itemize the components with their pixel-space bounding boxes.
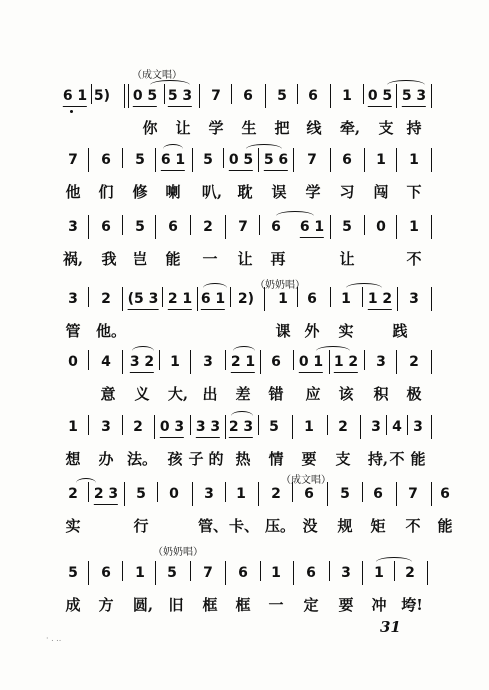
lyric-char: 们	[98, 183, 114, 201]
barline	[297, 84, 298, 104]
lyric-char: 圆,	[132, 596, 154, 614]
note: 5	[340, 486, 350, 502]
lyric-char: 支	[335, 450, 351, 468]
lyric-char: 我	[101, 250, 117, 268]
lyric-char: 让	[339, 250, 355, 268]
barline	[330, 287, 331, 307]
note: 0 1	[299, 352, 323, 373]
barline	[190, 215, 191, 235]
lyric-char: 该	[338, 385, 354, 403]
lyric-char: 孩	[167, 450, 183, 468]
note: 6	[101, 219, 111, 235]
lyric-char: 框	[235, 596, 251, 614]
note: 2	[338, 419, 348, 435]
lyric-char: 学	[208, 119, 224, 137]
singer-label: （成文唱）	[132, 70, 182, 81]
barline	[155, 215, 156, 239]
note: 6	[342, 152, 352, 168]
barline	[122, 350, 123, 374]
lyric-char: 管、	[197, 517, 229, 535]
barline	[122, 415, 123, 435]
note: 1	[341, 291, 351, 307]
note: 1	[376, 152, 386, 168]
lyric-char: 没	[302, 517, 318, 535]
note: 3	[68, 219, 78, 235]
barline	[396, 482, 397, 506]
barline	[327, 415, 328, 435]
barline	[394, 561, 395, 581]
note: 2	[405, 565, 415, 581]
note: 6	[238, 565, 248, 581]
barline	[122, 148, 123, 168]
barline	[223, 148, 224, 168]
note: 1	[374, 565, 384, 581]
barline	[122, 561, 123, 581]
barline	[122, 287, 123, 311]
barline	[197, 287, 198, 311]
barline	[164, 84, 165, 104]
barline	[386, 415, 387, 435]
lyric-char: 差	[235, 385, 251, 403]
barline	[431, 350, 432, 374]
note: 1	[409, 219, 419, 235]
barline	[265, 84, 266, 108]
note: 1	[170, 354, 180, 370]
note: 1	[409, 152, 419, 168]
tie	[203, 283, 227, 293]
note: 6	[440, 486, 450, 502]
barline	[362, 482, 363, 502]
barline	[293, 148, 294, 172]
lyric-char: 让	[175, 119, 191, 137]
barline	[190, 561, 191, 581]
barline	[292, 415, 293, 439]
barline	[225, 561, 226, 585]
note: 0	[169, 486, 179, 502]
lyric-char: 外	[304, 322, 320, 340]
barline	[360, 415, 361, 439]
barline	[88, 350, 89, 370]
lyric-char: 要	[301, 450, 317, 468]
lyric-char: 岂	[132, 250, 148, 268]
lyric-char: 一	[268, 596, 284, 614]
note: 6	[101, 152, 111, 168]
barline	[159, 350, 160, 370]
singer-label: （成文唱）	[281, 475, 331, 486]
note: 2	[409, 354, 419, 370]
lyric-char: 行	[133, 517, 149, 535]
lyric-char: 方	[98, 596, 114, 614]
note: 3	[341, 565, 351, 581]
note: 6	[373, 486, 383, 502]
barline	[327, 482, 328, 506]
lyric-char: 他	[65, 183, 81, 201]
note: 5	[277, 88, 287, 104]
barline	[124, 84, 125, 108]
lyric-char: 垮!	[401, 596, 423, 614]
lyric-char: 下	[406, 183, 422, 201]
lyric-char: 修	[132, 183, 148, 201]
note: 5	[136, 486, 146, 502]
barline	[225, 350, 226, 370]
barline	[192, 148, 193, 172]
note: 5	[68, 565, 78, 581]
note: 6	[168, 219, 178, 235]
barline	[124, 482, 125, 506]
lyric-char: 冲	[371, 596, 387, 614]
barline	[260, 561, 261, 581]
barline	[154, 415, 155, 439]
barline	[292, 482, 293, 502]
lyric-char: 错	[268, 385, 284, 403]
barline	[225, 415, 226, 439]
note: 2	[203, 219, 213, 235]
note: 7	[68, 152, 78, 168]
note: 2)	[237, 291, 255, 307]
note: 3	[203, 354, 213, 370]
note: 5 3	[402, 86, 426, 107]
note: 1	[135, 565, 145, 581]
barline	[225, 482, 226, 502]
lyric-char: 你	[142, 119, 158, 137]
lyric-char: 的	[208, 450, 224, 468]
lyric-char: 管	[65, 322, 81, 340]
lyric-char: 不	[405, 517, 421, 535]
note: 0 3	[160, 417, 184, 438]
note: 2 1	[231, 352, 255, 373]
note: 6	[101, 565, 111, 581]
lyric-char: 子	[188, 450, 204, 468]
lyric-char: 积	[373, 385, 389, 403]
lyric-char: 误	[271, 183, 287, 201]
lyric-char: 要	[338, 596, 354, 614]
note: 5	[135, 219, 145, 235]
note: 6	[306, 565, 316, 581]
lyric-char: 再	[270, 250, 286, 268]
lyric-char: 持	[406, 119, 422, 137]
barline	[362, 561, 363, 585]
note: 5 3	[168, 86, 192, 107]
page-number: 31	[380, 618, 401, 636]
barline	[431, 148, 432, 172]
barline	[258, 415, 259, 435]
note: 2	[271, 486, 281, 502]
barline	[122, 215, 123, 235]
lyric-char: 压。	[264, 517, 296, 535]
barline	[407, 415, 408, 435]
tie	[163, 144, 183, 154]
note: 2	[68, 486, 78, 502]
barline	[330, 215, 331, 239]
barline	[329, 350, 330, 374]
note: 0 5	[229, 150, 253, 171]
barline	[260, 350, 261, 374]
note: 6 1	[201, 289, 225, 310]
lyric-char: 情	[268, 450, 284, 468]
barline	[364, 148, 365, 172]
lyric-char: 义	[134, 385, 150, 403]
lyric-char: 框	[202, 596, 218, 614]
barline	[155, 148, 156, 172]
singer-label: （奶奶唱）	[255, 280, 305, 291]
barline	[192, 482, 193, 506]
barline	[190, 350, 191, 374]
note: 5	[203, 152, 213, 168]
note: 6	[243, 88, 253, 104]
barline	[431, 287, 432, 311]
note: 1	[278, 291, 288, 307]
barline	[330, 148, 331, 172]
note: 4	[392, 419, 402, 435]
lyric-char: 实	[338, 322, 354, 340]
note: 5	[269, 419, 279, 435]
note: 3 2	[130, 352, 154, 373]
barline	[225, 215, 226, 239]
lyric-char: 线	[306, 119, 322, 137]
note: 0	[68, 354, 78, 370]
note: 6	[304, 486, 314, 502]
barline	[88, 482, 89, 502]
lyric-char: 能	[410, 450, 426, 468]
barline	[396, 84, 397, 108]
barline	[91, 84, 92, 104]
lyric-char: 办	[98, 450, 114, 468]
lyric-char: 牵,	[339, 119, 361, 137]
lyric-char: 耽	[237, 183, 253, 201]
note: 3	[413, 419, 423, 435]
note: 0 5	[368, 86, 392, 107]
note: 1	[271, 565, 281, 581]
note: 1	[236, 486, 246, 502]
note: 4	[101, 354, 111, 370]
lyric-char: 能	[437, 517, 453, 535]
note: 7	[307, 152, 317, 168]
singer-label: （奶奶唱）	[153, 547, 203, 558]
lyric-char: 能	[165, 250, 181, 268]
barline	[231, 84, 232, 104]
note: 6	[307, 291, 317, 307]
note: 5	[342, 219, 352, 235]
barline	[363, 84, 364, 104]
note: 1	[342, 88, 352, 104]
barline	[362, 287, 363, 307]
lyric-char: 持,	[367, 450, 389, 468]
barline	[396, 215, 397, 239]
lyric-char: 喇	[165, 183, 181, 201]
note: 5	[167, 565, 177, 581]
note: 1 2	[334, 352, 358, 373]
lyric-char: 卡、	[228, 517, 260, 535]
lyric-char: 规	[337, 517, 353, 535]
note: 1	[304, 419, 314, 435]
lyric-char: 践	[392, 322, 408, 340]
lyric-char: 习	[339, 183, 355, 201]
barline	[293, 350, 294, 370]
note: 1	[68, 419, 78, 435]
note: 6 1	[63, 86, 87, 107]
barline	[293, 561, 294, 585]
note: 5	[135, 152, 145, 168]
barline	[88, 215, 89, 239]
tie	[233, 346, 255, 356]
note: 5)	[93, 88, 111, 104]
note: 6 1	[300, 217, 324, 238]
tie	[231, 411, 253, 421]
note: 2 3	[94, 484, 118, 505]
barline	[88, 287, 89, 307]
note: 6 1	[161, 150, 185, 171]
note: 0 5	[133, 86, 157, 107]
note: 3	[68, 291, 78, 307]
note: 7	[408, 486, 418, 502]
barline	[128, 84, 129, 108]
barline	[88, 415, 89, 435]
barline	[88, 148, 89, 172]
lyric-char: 想	[65, 450, 81, 468]
note: (5 3	[128, 289, 159, 310]
barline	[88, 561, 89, 585]
barline	[431, 84, 432, 108]
barline	[264, 287, 265, 311]
lyric-char: 大,	[167, 385, 189, 403]
barline	[396, 350, 397, 374]
note: 3	[371, 419, 381, 435]
lyric-char: 出	[202, 385, 218, 403]
lyric-char: 闯	[373, 183, 389, 201]
barline	[427, 561, 428, 585]
barline	[431, 415, 432, 439]
barline	[155, 561, 156, 585]
note: 6	[308, 88, 318, 104]
barline	[259, 215, 260, 235]
note: 3	[409, 291, 419, 307]
lyric-char: 极	[406, 385, 422, 403]
lyric-char: 不	[389, 450, 405, 468]
octave-dot	[70, 110, 73, 113]
note: 6	[271, 219, 281, 235]
barline	[162, 287, 163, 307]
note: 3 3	[196, 417, 220, 438]
barline	[258, 482, 259, 506]
lyric-char: 一	[202, 250, 218, 268]
lyric-char: 不	[406, 250, 422, 268]
lyric-char: 旧	[168, 596, 184, 614]
lyric-char: 生	[241, 119, 257, 137]
barline	[157, 482, 158, 502]
lyric-char: 意	[100, 385, 116, 403]
note: 2 3	[229, 417, 253, 438]
lyric-char: 把	[274, 119, 290, 137]
lyric-char: 他。	[95, 322, 127, 340]
lyric-char: 叭,	[201, 183, 223, 201]
note: 3	[204, 486, 214, 502]
barline	[364, 350, 365, 370]
lyric-char: 祸,	[62, 250, 84, 268]
lyric-char: 法。	[126, 450, 158, 468]
barline	[258, 148, 259, 172]
note: 3	[101, 419, 111, 435]
note: 6	[271, 354, 281, 370]
barline	[330, 84, 331, 108]
lyric-char: 成	[65, 596, 81, 614]
barline	[230, 287, 231, 307]
barline	[431, 215, 432, 239]
note: 1 2	[368, 289, 392, 310]
tie	[132, 346, 154, 356]
lyric-char: 矩	[370, 517, 386, 535]
note: 2	[101, 291, 111, 307]
note: 3	[376, 354, 386, 370]
barline	[396, 148, 397, 172]
barline	[329, 561, 330, 581]
lyric-char: 定	[303, 596, 319, 614]
note: 7	[211, 88, 221, 104]
lyric-char: 课	[275, 322, 291, 340]
barline	[431, 482, 432, 506]
note: 0	[376, 219, 386, 235]
note: 7	[238, 219, 248, 235]
note: 2 1	[168, 289, 192, 310]
lyric-char: 学	[305, 183, 321, 201]
barline	[364, 215, 365, 235]
barline	[190, 415, 191, 435]
lyric-char: 实	[65, 517, 81, 535]
note: 5 6	[264, 150, 288, 171]
note: 2	[133, 419, 143, 435]
print-mark: · . ..	[46, 634, 62, 643]
barline	[397, 287, 398, 311]
note: 7	[203, 565, 213, 581]
lyric-char: 支	[378, 119, 394, 137]
barline	[199, 84, 200, 108]
lyric-char: 应	[305, 385, 321, 403]
barline	[297, 287, 298, 307]
lyric-char: 让	[237, 250, 253, 268]
lyric-char: 热	[235, 450, 251, 468]
